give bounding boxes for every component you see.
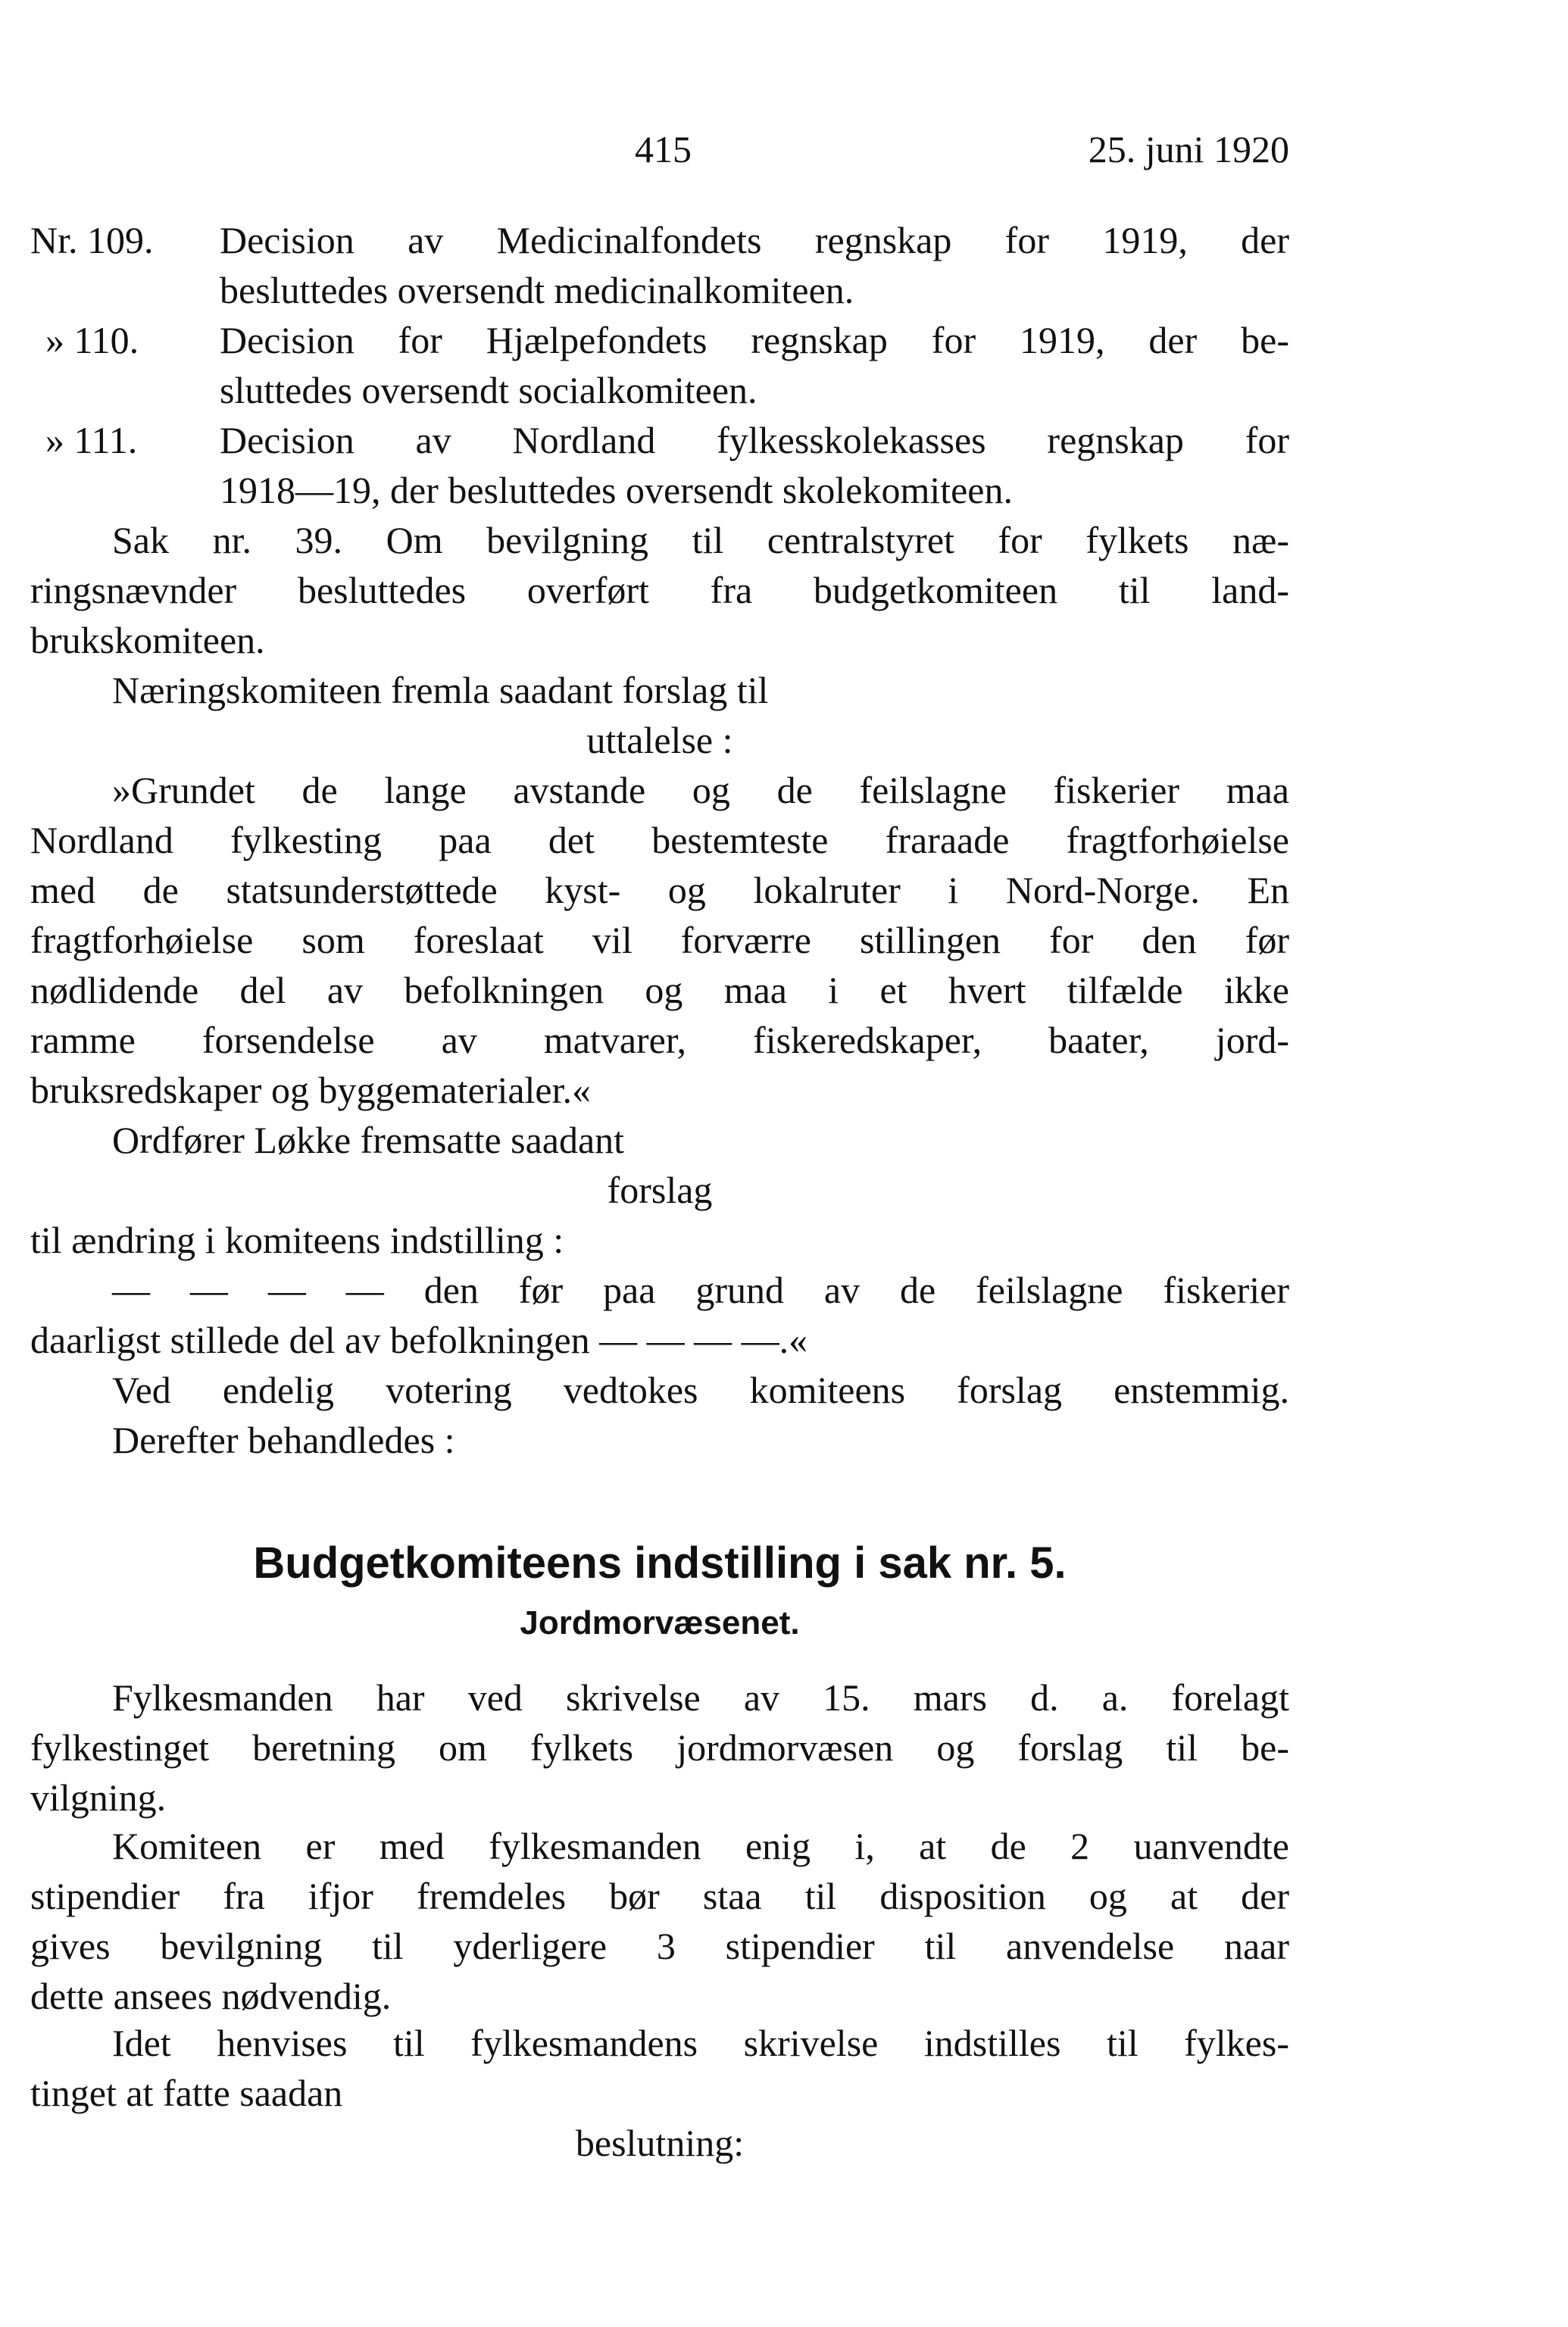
paragraph-line: stipendier fra ifjor fremdeles bør staa til disposition og at der bbox=[30, 1875, 1289, 1917]
aendring-line bbox=[30, 1215, 1289, 1265]
item-number: Nr. 109. bbox=[30, 219, 154, 261]
paragraph-3 bbox=[30, 2018, 1289, 2118]
paragraph-line: Ved endelig votering vedtokes komiteens forslag enstemmig. bbox=[112, 1369, 1289, 1411]
paragraph-line: nødlidende del av befolkningen og maa i et hvert tilfælde ikke bbox=[30, 969, 1289, 1011]
paragraph-line: Fylkesmanden har ved skrivelse av 15. mars d. a. forelagt bbox=[112, 1676, 1289, 1719]
uttalelse-paragraph bbox=[30, 765, 1289, 1115]
paragraph-line: Nordland fylkesting paa det bestemteste fraraade fragtforhøielse bbox=[30, 819, 1289, 861]
page-header bbox=[0, 127, 1568, 188]
item-line: sluttedes oversendt socialkomiteen. bbox=[220, 369, 757, 411]
uttalelse-heading: uttalelse : bbox=[586, 719, 733, 761]
ordforer-line bbox=[30, 1115, 1289, 1165]
item-line: besluttedes oversendt medicinalkomiteen. bbox=[220, 269, 854, 311]
item-number: » 110. bbox=[45, 319, 139, 361]
item-line: Decision av Medicinalfondets regnskap for 1919, der bbox=[220, 219, 1289, 261]
paragraph-1 bbox=[30, 1673, 1289, 1823]
paragraph-line: Komiteen er med fylkesmanden enig i, at de 2 uanvendte bbox=[112, 1825, 1289, 1867]
paragraph-line: — — — — den før paa grund av de feilslagne fiskerier bbox=[112, 1269, 1289, 1311]
section-subtitle: Jordmorvæsenet. bbox=[520, 1604, 800, 1641]
paragraph-line: dette ansees nødvendig. bbox=[30, 1975, 392, 2017]
paragraph-line: gives bevilgning til yderligere 3 stipendier til anvendelse naar bbox=[30, 1925, 1289, 1967]
paragraph-line: tinget at fatte saadan bbox=[30, 2072, 343, 2114]
paragraph-2 bbox=[30, 1821, 1289, 2021]
paragraph-line: Derefter behandledes : bbox=[112, 1419, 455, 1461]
decision-item-109 bbox=[30, 215, 1289, 315]
paragraph-line: fragtforhøielse som foreslaat vil forværre stillingen for den før bbox=[30, 919, 1289, 961]
amendment-paragraph bbox=[30, 1265, 1289, 1365]
paragraph-line: bruksredskaper og byggematerialer.« bbox=[30, 1069, 592, 1111]
item-line: 1918—19, der besluttedes oversendt skolekomiteen. bbox=[220, 469, 1013, 511]
paragraph-line: »Grundet de lange avstande og de feilslagne fiskerier maa bbox=[112, 769, 1289, 811]
item-line: Decision for Hjælpefondets regnskap for 1919, der be- bbox=[220, 319, 1289, 361]
decision-item-111 bbox=[30, 415, 1289, 515]
paragraph-line: Idet henvises til fylkesmandens skrivelse indstilles til fylkes- bbox=[112, 2022, 1289, 2064]
paragraph-line: vilgning. bbox=[30, 1776, 167, 1819]
page-number: 415 bbox=[635, 128, 692, 170]
paragraph-line: Sak nr. 39. Om bevilgning til centralstyret for fylkets næ- bbox=[112, 519, 1289, 561]
naering-intro bbox=[30, 665, 1289, 715]
paragraph-line: Ordfører Løkke fremsatte saadant bbox=[112, 1119, 625, 1161]
votering-line bbox=[30, 1365, 1289, 1465]
page-date: 25. juni 1920 bbox=[1088, 128, 1289, 170]
paragraph-line: brukskomiteen. bbox=[30, 619, 265, 661]
item-line: Decision av Nordland fylkesskolekasses regnskap for bbox=[220, 419, 1289, 461]
paragraph-line: med de statsunderstøttede kyst- og lokalruter i Nord-Norge. En bbox=[30, 869, 1289, 911]
item-number: » 111. bbox=[45, 419, 138, 461]
paragraph-line: til ændring i komiteens indstilling : bbox=[30, 1219, 564, 1261]
beslutning-heading: beslutning: bbox=[575, 2122, 745, 2164]
paragraph-line: fylkestinget beretning om fylkets jordmorvæsen og forslag til be- bbox=[30, 1726, 1289, 1769]
paragraph-line: daarligst stillede del av befolkningen — — — —.« bbox=[30, 1319, 808, 1361]
paragraph-line: ramme forsendelse av matvarer, fiskeredskaper, baater, jord- bbox=[30, 1019, 1289, 1061]
decision-item-110 bbox=[30, 315, 1289, 415]
paragraph-line: Næringskomiteen fremla saadant forslag til bbox=[112, 669, 769, 711]
sak-39-paragraph bbox=[30, 515, 1289, 665]
forslag-heading: forslag bbox=[607, 1169, 713, 1211]
section-title: Budgetkomiteens indstilling i sak nr. 5. bbox=[253, 1538, 1067, 1588]
paragraph-line: ringsnævnder besluttedes overført fra budgetkomiteen til land- bbox=[30, 569, 1289, 611]
